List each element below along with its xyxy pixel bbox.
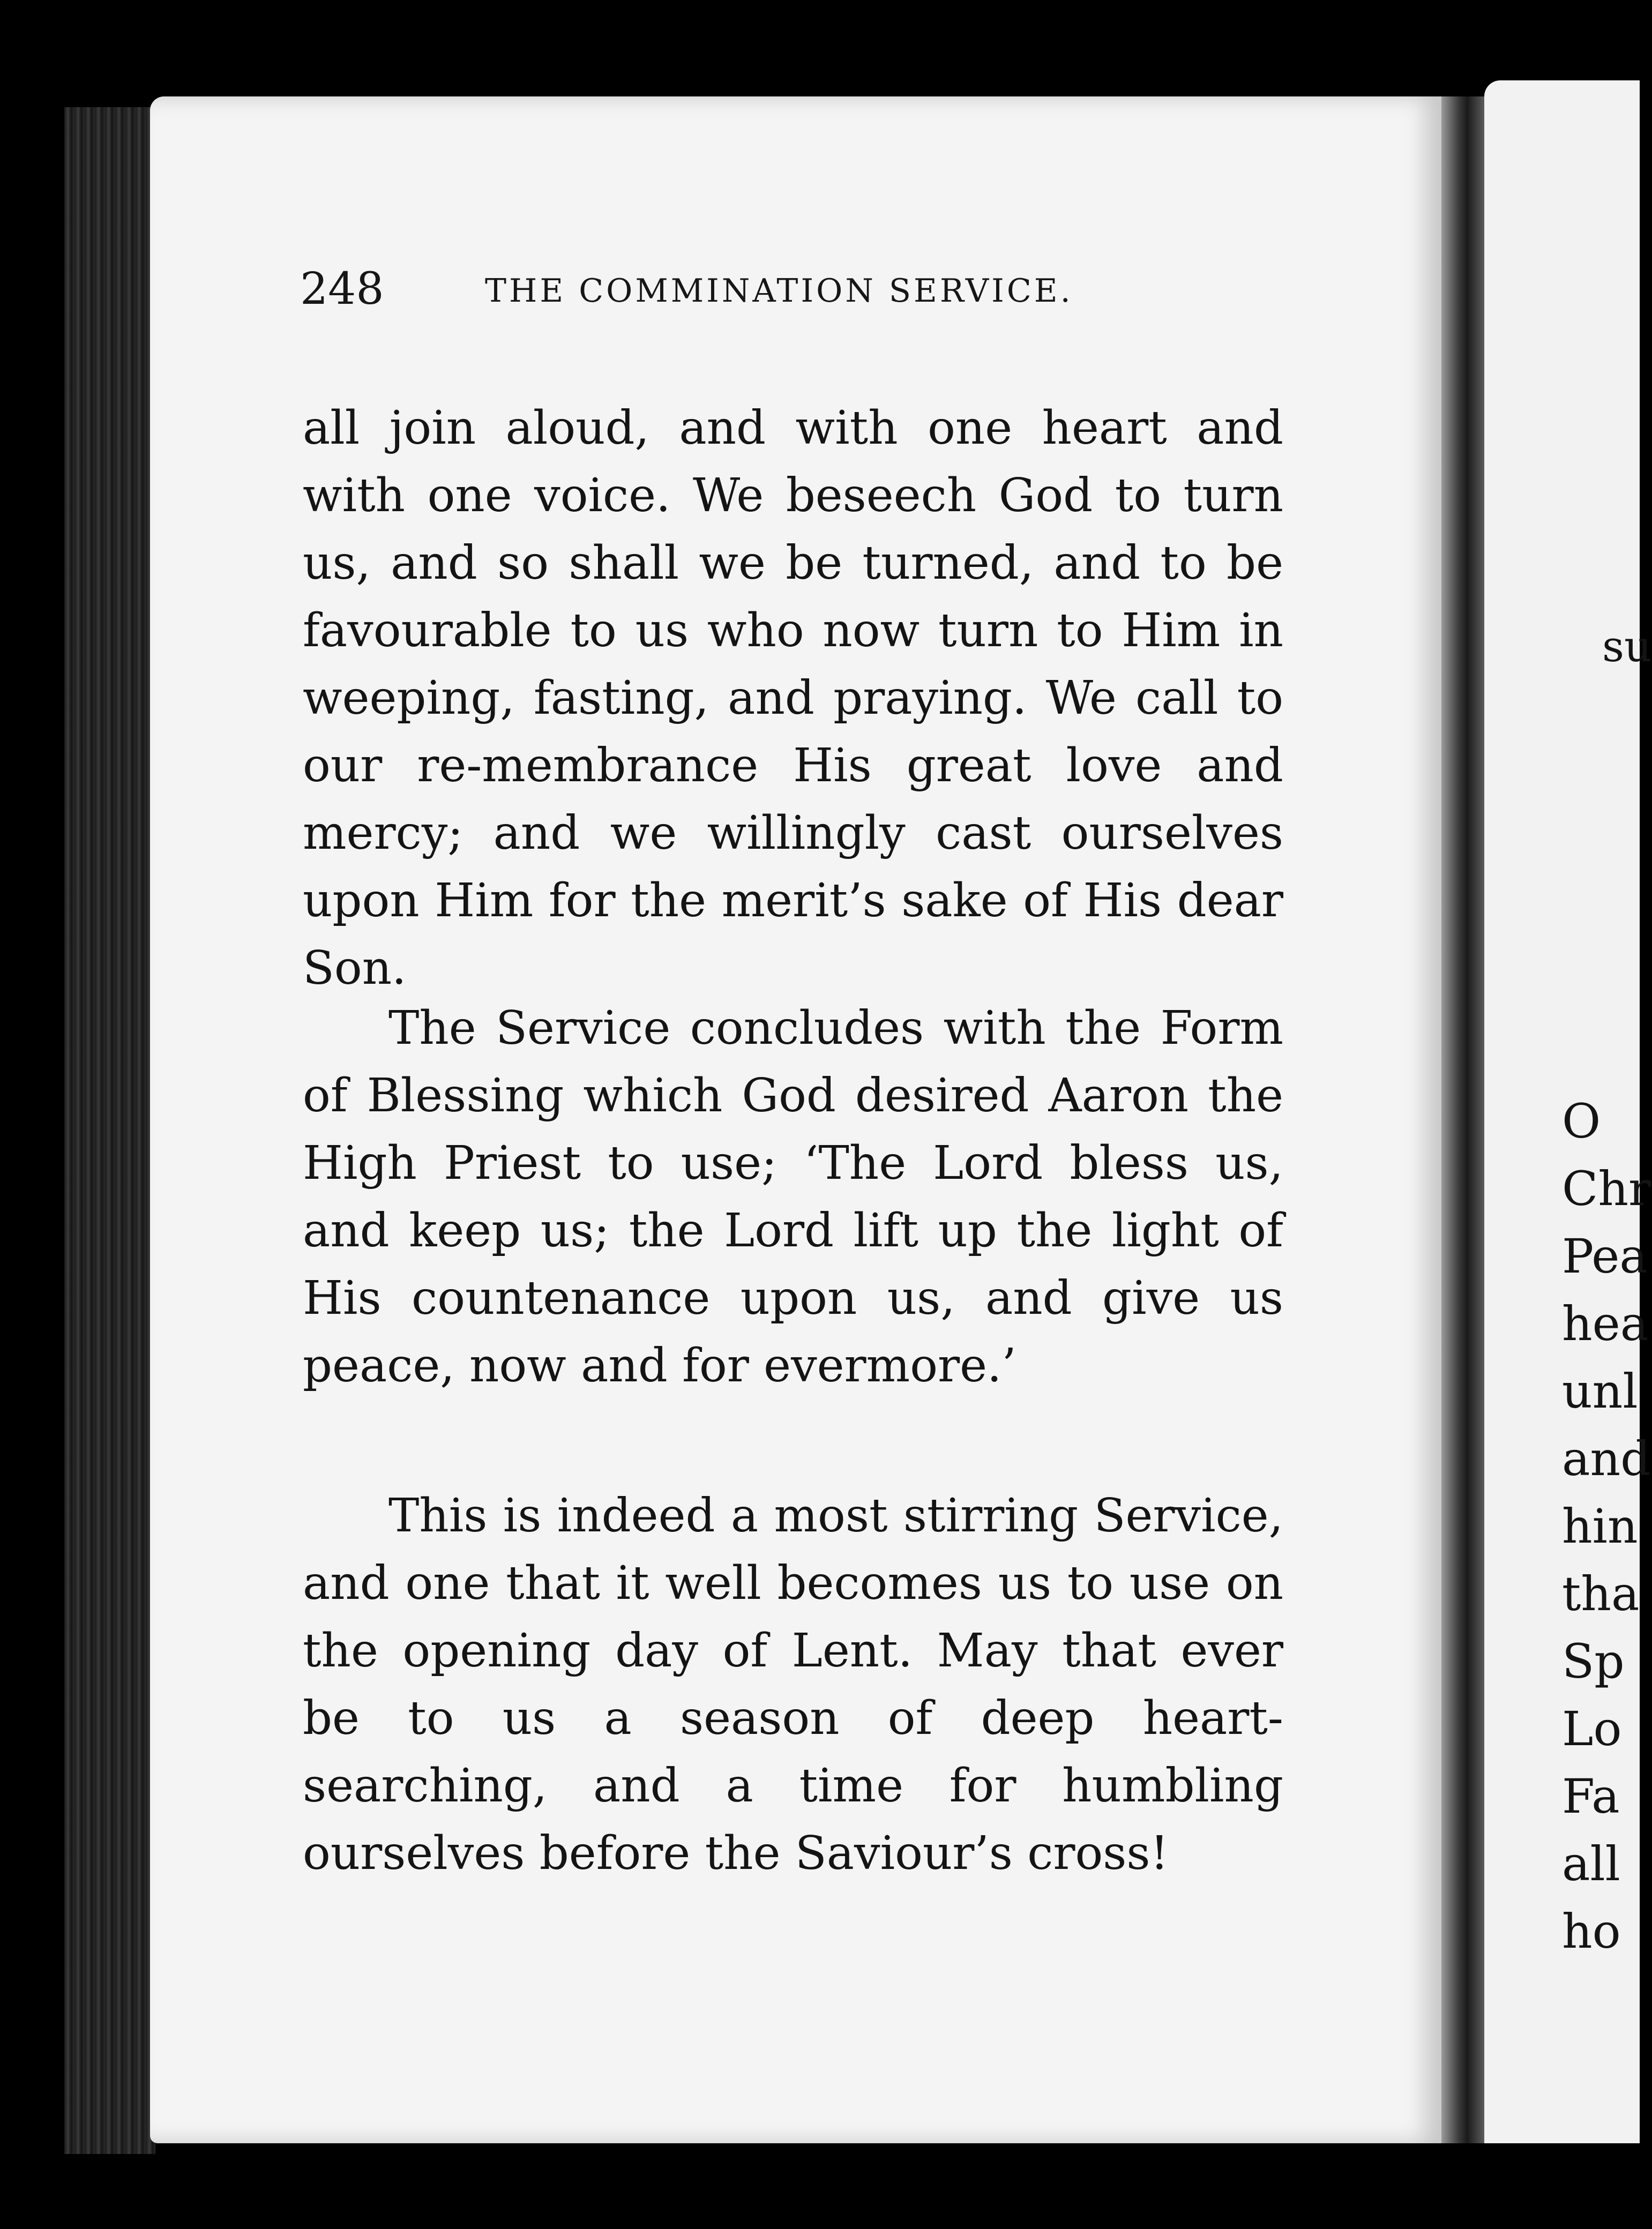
book-spine-edge xyxy=(64,107,155,2154)
right-page-fragment: su xyxy=(1602,622,1652,671)
book-gutter xyxy=(1441,96,1484,2143)
right-page-line: O xyxy=(1562,1094,1601,1149)
right-page-line: Fa xyxy=(1562,1769,1620,1824)
right-page-line: Pea xyxy=(1562,1229,1648,1284)
right-page-line: hea xyxy=(1562,1296,1649,1351)
paragraph-2: The Service concludes with the Form of Blessing which God desired Aaron the High Priest to use; ‘The Lord bless us, and keep us; the Lord lift up the light of His countenance upon us, and give us peace, now and for evermore.’ xyxy=(303,1001,1283,1393)
running-head-title: THE COMMINATION SERVICE. xyxy=(485,272,1073,310)
right-page-line: tha xyxy=(1562,1566,1640,1621)
right-page-line: Lo xyxy=(1562,1701,1622,1756)
paragraph-1: all join aloud, and with one heart and with one voice. We beseech God to turn us, and so shall we be turned, and to be favourable to us who now turn to Him in weeping, fasting, and praying. We call to our re-membrance His great love and mercy; and we willingly cast ourselves upon Him for the merit’s sake of His dear Son. xyxy=(303,401,1283,995)
right-page-line: Sp xyxy=(1562,1634,1625,1689)
right-page-line: Chr xyxy=(1562,1161,1651,1216)
right-page-line: and xyxy=(1562,1431,1651,1486)
right-page-line: hin xyxy=(1562,1499,1638,1554)
right-page-line: unl xyxy=(1562,1364,1638,1419)
page-number: 248 xyxy=(300,264,384,315)
running-head xyxy=(300,260,1318,319)
right-page-line-starts xyxy=(1562,1088,1651,1965)
right-page-line: all xyxy=(1562,1836,1620,1891)
right-page-line: ho xyxy=(1562,1904,1621,1959)
paragraph-3: This is indeed a most stirring Service, and one that it well becomes us to use on the opening day of Lent. May that ever be to us a season of deep heart-searching, and a time for humbling ourselves before the Saviour’s cross! xyxy=(303,1489,1283,1880)
